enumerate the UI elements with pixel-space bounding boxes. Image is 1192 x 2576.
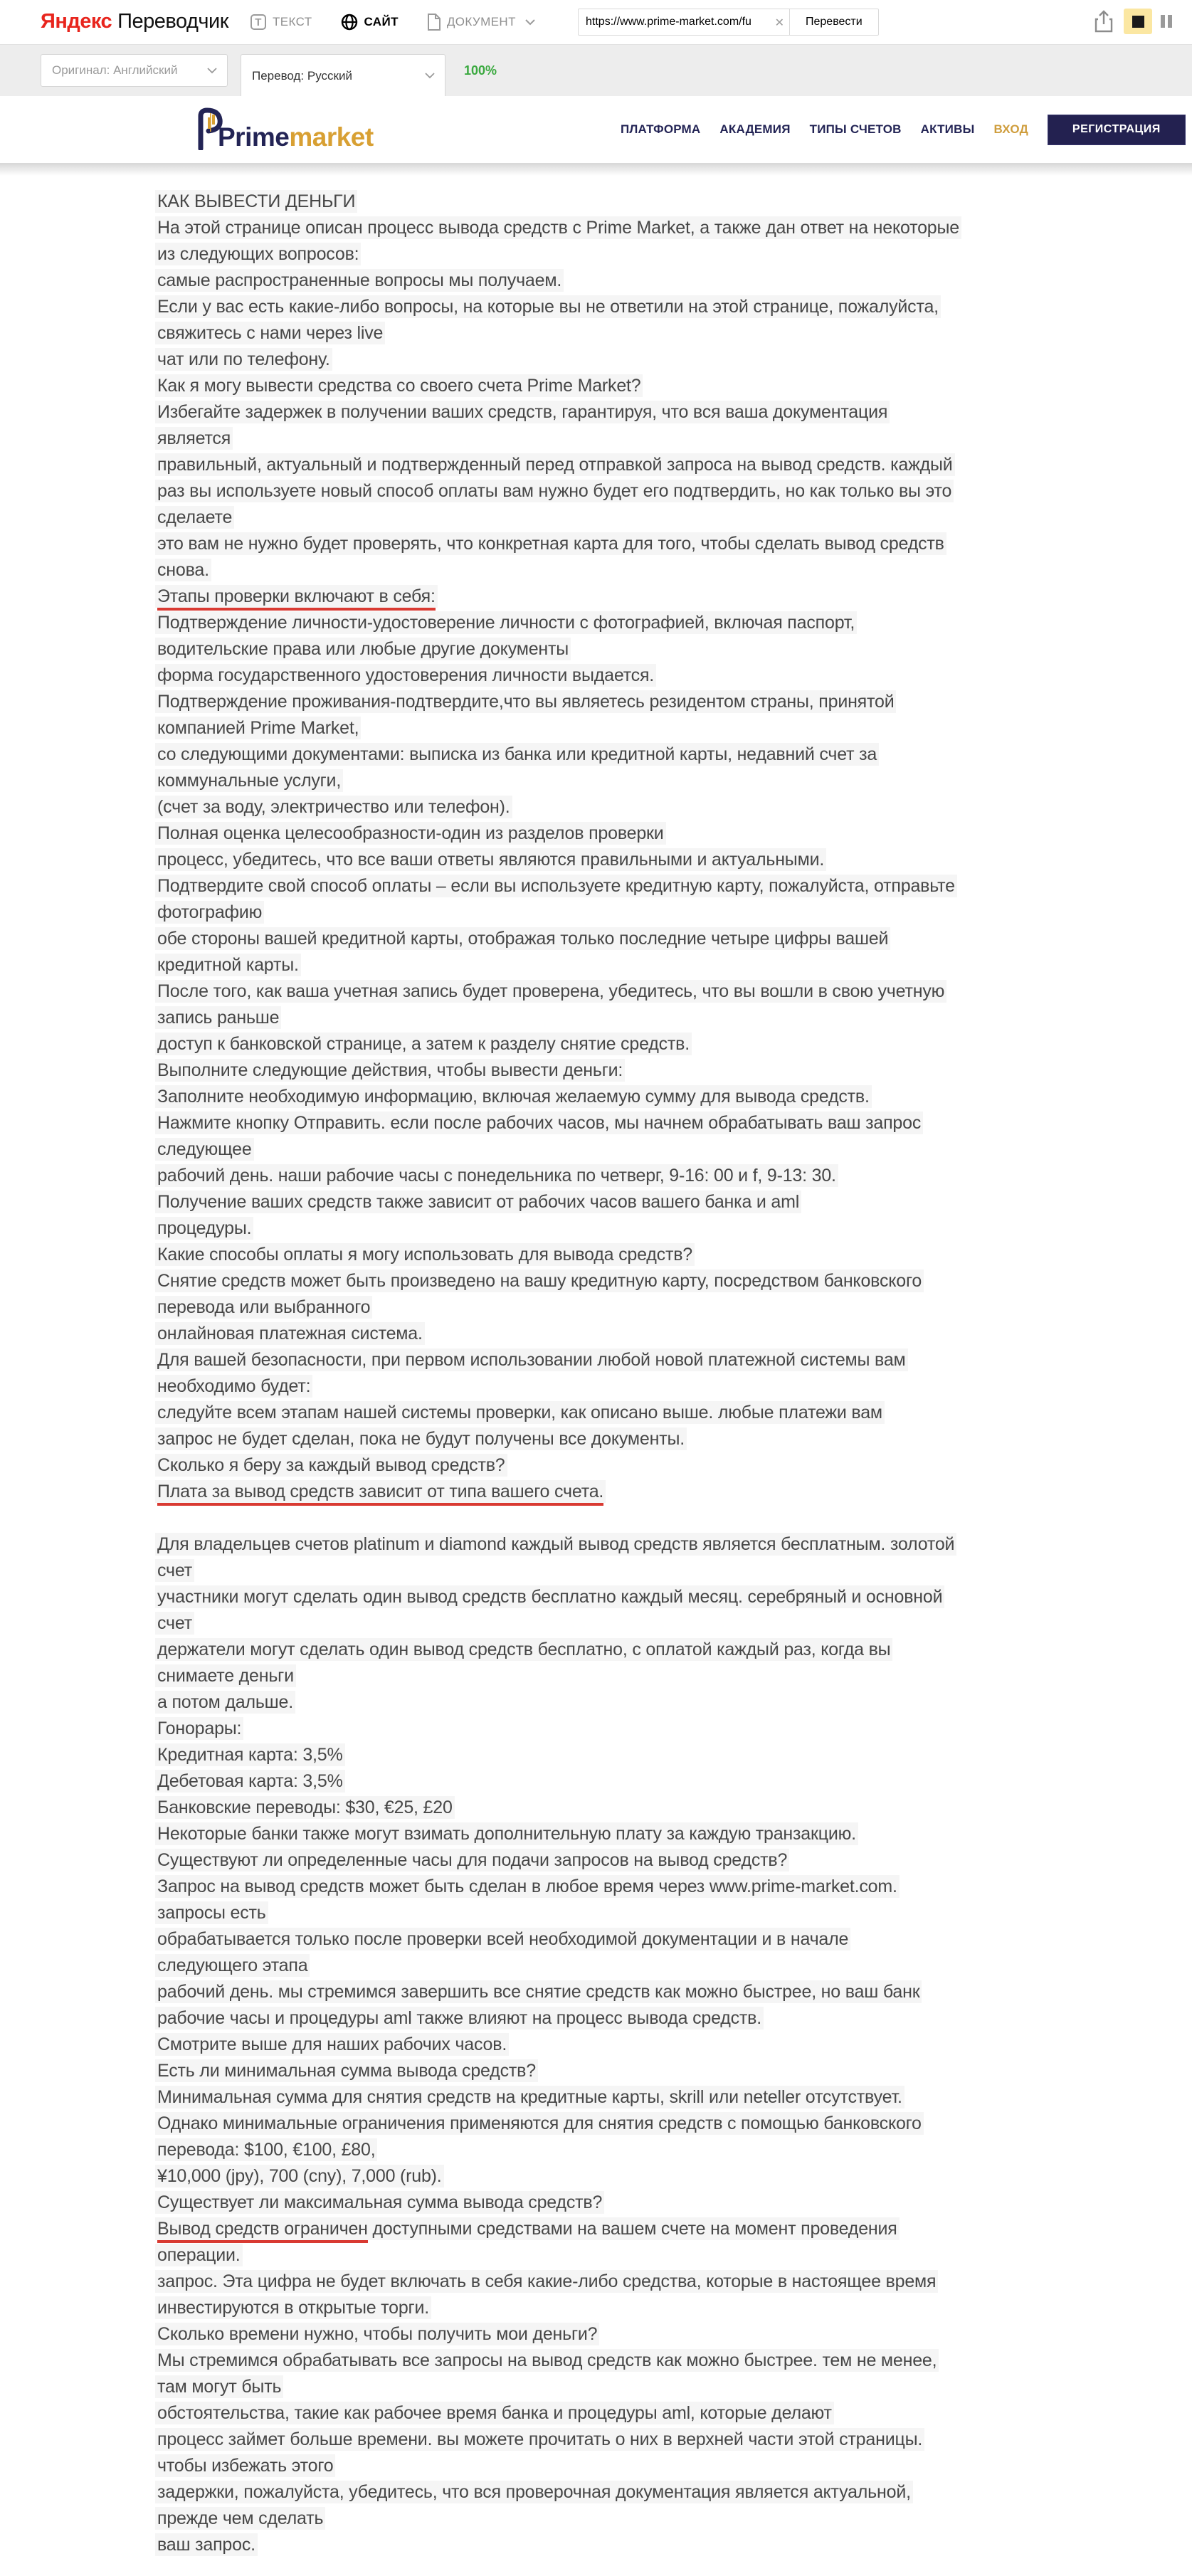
text-tab-icon: T xyxy=(250,14,266,30)
target-language-label: Перевод: Русский xyxy=(252,68,352,83)
translated-view-button[interactable] xyxy=(1124,9,1152,34)
text-line: онлайновая платежная система. xyxy=(155,1321,1192,1347)
text-line: следующее xyxy=(155,1136,1192,1163)
register-button[interactable]: РЕГИСТРАЦИЯ xyxy=(1048,115,1186,145)
text-line: со следующими документами: выписка из банка или кредитной карты, недавний счет за xyxy=(155,741,1192,768)
text-line: правильный, актуальный и подтвержденный перед отправкой запроса на вывод средств. каждый xyxy=(155,452,1192,478)
nav-link-0[interactable]: ПЛАТФОРМА xyxy=(621,122,701,136)
split-view-icon xyxy=(1161,15,1172,28)
text-line: процесс, убедитесь, что все ваши ответы являются правильными и актуальными. xyxy=(155,847,1192,873)
text-line: следуйте всем этапам нашей системы проверки, как описано выше. любые платежи вам xyxy=(155,1400,1192,1426)
nav-link-4[interactable]: ВХОД xyxy=(993,122,1028,136)
text-line: Некоторые банки также могут взимать дополнительную плату за каждую транзакцию. xyxy=(155,1821,1192,1847)
text-line: Подтверждение личности-удостоверение личности с фотографией, включая паспорт, xyxy=(155,610,1192,636)
text-line: Существует ли максимальная сумма вывода средств? xyxy=(155,2190,1192,2216)
text-line: кредитной карты. xyxy=(155,952,1192,978)
page-content xyxy=(0,176,1192,2558)
text-line: а потом дальше. xyxy=(155,1689,1192,1716)
tab-site-label: САЙТ xyxy=(364,15,399,28)
globe-icon xyxy=(341,14,358,31)
logo-prime-text: Prime xyxy=(218,122,290,152)
text-line: следующего этапа xyxy=(155,1953,1192,1979)
view-mode-toggle xyxy=(1124,9,1181,34)
yandex-logo-text: Яндекс xyxy=(41,10,112,33)
text-line: счет xyxy=(155,1558,1192,1584)
text-line: Как я могу вывести средства со своего счета Prime Market? xyxy=(155,373,1192,399)
url-box xyxy=(578,9,790,36)
text-line: Этапы проверки включают в себя: xyxy=(155,584,1192,610)
text-line: снимаете деньги xyxy=(155,1663,1192,1689)
text-line: ваш запрос. xyxy=(155,2532,1192,2558)
chevron-down-icon xyxy=(525,19,535,26)
text-line: прежде чем сделать xyxy=(155,2506,1192,2532)
text-line: Минимальная сумма для снятия средств на кредитные карты, skrill или neteller отсутствует. xyxy=(155,2084,1192,2111)
text-line: коммунальные услуги, xyxy=(155,768,1192,794)
text-line: Дебетовая карта: 3,5% xyxy=(155,1768,1192,1795)
text-line: Вывод средств ограничен доступными средствами на вашем счете на момент проведения xyxy=(155,2216,1192,2242)
text-line: обе стороны вашей кредитной карты, отображая только последние четыре цифры вашей xyxy=(155,926,1192,952)
logo-market-text: market xyxy=(289,122,374,152)
document-icon xyxy=(427,14,441,31)
text-line: запросы есть xyxy=(155,1900,1192,1926)
text-line: рабочий день. мы стремимся завершить все снятие средств как можно быстрее, но ваш банк xyxy=(155,1979,1192,2005)
share-icon[interactable] xyxy=(1094,10,1114,33)
text-line: После того, как ваша учетная запись будет проверена, убедитесь, что вы вошли в свою учетную xyxy=(155,978,1192,1005)
nav-link-3[interactable]: АКТИВЫ xyxy=(920,122,975,136)
text-line: форма государственного удостоверения личности выдается. xyxy=(155,663,1192,689)
text-line: Снятие средств может быть произведено на вашу кредитную карту, посредством банковского xyxy=(155,1268,1192,1294)
text-line: операции. xyxy=(155,2242,1192,2269)
text-line xyxy=(155,1505,1192,1531)
text-line: ¥10,000 (jpy), 700 (cny), 7,000 (rub). xyxy=(155,2163,1192,2190)
nav-link-2[interactable]: ТИПЫ СЧЕТОВ xyxy=(809,122,902,136)
text-line: запись раньше xyxy=(155,1005,1192,1031)
text-line: КАК ВЫВЕСТИ ДЕНЬГИ xyxy=(155,189,1192,215)
text-line: Мы стремимся обрабатывать все запросы на вывод средств как можно быстрее. тем не менее, xyxy=(155,2348,1192,2374)
text-line: сделаете xyxy=(155,505,1192,531)
text-line: Для вашей безопасности, при первом использовании любой новой платежной системы вам xyxy=(155,1347,1192,1373)
zoom-level[interactable]: 100% xyxy=(464,63,497,78)
text-line: Сколько я беру за каждый вывод средств? xyxy=(155,1452,1192,1479)
text-line: доступ к банковской странице, а затем к разделу снятие средств. xyxy=(155,1031,1192,1057)
text-line: На этой странице описан процесс вывода средств с Prime Market, а также дан ответ на некоторые xyxy=(155,215,1192,241)
text-line: Для владельцев счетов platinum и diamond каждый вывод средств является бесплатным. золотой xyxy=(155,1531,1192,1558)
text-line: процедуры. xyxy=(155,1215,1192,1242)
text-line: перевода или выбранного xyxy=(155,1294,1192,1321)
text-line: запрос. Эта цифра не будет включать в себя какие-либо средства, которые в настоящее время xyxy=(155,2269,1192,2295)
tab-document[interactable] xyxy=(427,14,535,31)
text-line: компанией Prime Market, xyxy=(155,715,1192,741)
text-line: Полная оценка целесообразности-один из разделов проверки xyxy=(155,820,1192,847)
split-view-button[interactable] xyxy=(1152,9,1181,34)
text-line: запрос не будет сделан, пока не будут получены все документы. xyxy=(155,1426,1192,1452)
yandex-translate-logo[interactable] xyxy=(41,10,228,33)
translator-mode-tabs xyxy=(250,0,535,44)
translate-button[interactable]: Перевести xyxy=(789,9,879,36)
text-line: Гонорары: xyxy=(155,1716,1192,1742)
text-line: счет xyxy=(155,1610,1192,1637)
text-line: Заполните необходимую информацию, включая желаемую сумму для вывода средств. xyxy=(155,1084,1192,1110)
text-line: Подтверждение проживания-подтвердите,что вы являетесь резидентом страны, принятой xyxy=(155,689,1192,715)
text-line: свяжитесь с нами через live xyxy=(155,320,1192,347)
text-line: (счет за воду, электричество или телефон). xyxy=(155,794,1192,820)
text-line: является xyxy=(155,426,1192,452)
text-line: Получение ваших средств также зависит от рабочих часов вашего банка и aml xyxy=(155,1189,1192,1215)
text-line: обрабатывается только после проверки всей необходимой документации и в начале xyxy=(155,1926,1192,1953)
text-line: задержки, пожалуйста, убедитесь, что вся проверочная документация является актуальной, xyxy=(155,2479,1192,2506)
primemarket-logo-text xyxy=(218,124,374,150)
text-line: перевода: $100, €100, £80, xyxy=(155,2137,1192,2163)
nav-link-1[interactable]: АКАДЕМИЯ xyxy=(719,122,791,136)
site-header xyxy=(0,96,1192,163)
text-line: Выполните следующие действия, чтобы вывести деньги: xyxy=(155,1057,1192,1084)
text-line: Какие способы оплаты я могу использовать для вывода средств? xyxy=(155,1242,1192,1268)
text-line: там могут быть xyxy=(155,2374,1192,2400)
text-line: участники могут сделать один вывод средств бесплатно каждый месяц. серебряный и основной xyxy=(155,1584,1192,1610)
text-line: Избегайте задержек в получении ваших средств, гарантируя, что вся ваша документация xyxy=(155,399,1192,426)
text-line: инвестируются в открытые торги. xyxy=(155,2295,1192,2321)
text-line: фотографию xyxy=(155,899,1192,926)
text-line: Сколько времени нужно, чтобы получить мои деньги? xyxy=(155,2321,1192,2348)
text-line: Банковские переводы: $30, €25, £20 xyxy=(155,1795,1192,1821)
text-line: водительские права или любые другие документы xyxy=(155,636,1192,663)
text-line: обстоятельства, такие как рабочее время банка и процедуры aml, которые делают xyxy=(155,2400,1192,2427)
text-line: из следующих вопросов: xyxy=(155,241,1192,268)
text-line: чат или по телефону. xyxy=(155,347,1192,373)
text-line: Смотрите выше для наших рабочих часов. xyxy=(155,2032,1192,2058)
text-line: это вам не нужно будет проверять, что конкретная карта для того, чтобы сделать вывод средств xyxy=(155,531,1192,557)
text-line: Кредитная карта: 3,5% xyxy=(155,1742,1192,1768)
text-line: Подтвердите свой способ оплаты – если вы используете кредитную карту, пожалуйста, отправьте xyxy=(155,873,1192,899)
text-line: снова. xyxy=(155,557,1192,584)
text-line: Нажмите кнопку Отправить. если после рабочих часов, мы начнем обрабатывать ваш запрос xyxy=(155,1110,1192,1136)
target-language-dropdown[interactable] xyxy=(241,54,445,97)
tab-text[interactable] xyxy=(250,14,312,30)
url-input-group xyxy=(578,9,879,36)
translate-logo-text: Переводчик xyxy=(117,10,228,33)
tab-site[interactable] xyxy=(341,14,399,31)
text-line: раз вы используете новый способ оплаты вам нужно будет его подтвердить, но как только вы это xyxy=(155,478,1192,505)
text-line: держатели могут сделать один вывод средств бесплатно, с оплатой каждый раз, когда вы xyxy=(155,1637,1192,1663)
text-line: процесс займет больше времени. вы можете прочитать о них в верхней части этой страницы. xyxy=(155,2427,1192,2453)
text-line: рабочие часы и процедуры aml также влияют на процесс вывода средств. xyxy=(155,2005,1192,2032)
text-line: чтобы избежать этого xyxy=(155,2453,1192,2479)
text-line: Существуют ли определенные часы для подачи запросов на вывод средств? xyxy=(155,1847,1192,1874)
clear-url-icon[interactable]: ✕ xyxy=(774,17,784,29)
text-line: самые распространенные вопросы мы получаем. xyxy=(155,268,1192,294)
language-bar xyxy=(0,44,1192,96)
chevron-down-icon xyxy=(207,68,217,74)
text-line: Плата за вывод средств зависит от типа вашего счета. xyxy=(155,1479,1192,1505)
toolbar-right-icons xyxy=(1094,9,1181,34)
site-nav xyxy=(621,96,1192,163)
text-line: Однако минимальные ограничения применяются для снятия средств с помощью банковского xyxy=(155,2111,1192,2137)
header-shadow xyxy=(0,163,1192,176)
square-view-icon xyxy=(1132,16,1144,28)
tab-document-label: ДОКУМЕНТ xyxy=(446,15,516,28)
text-line: Если у вас есть какие-либо вопросы, на которые вы не ответили на этой странице, пожалуйста, xyxy=(155,294,1192,320)
text-line: Есть ли минимальная сумма вывода средств? xyxy=(155,2058,1192,2084)
text-line: необходимо будет: xyxy=(155,1373,1192,1400)
text-line: Запрос на вывод средств может быть сделан в любое время через www.prime-market.com. xyxy=(155,1874,1192,1900)
source-language-dropdown[interactable] xyxy=(41,54,228,87)
source-language-label: Оригинал: Английский xyxy=(52,63,178,77)
translator-toolbar xyxy=(0,0,1192,44)
text-line: рабочий день. наши рабочие часы с понедельника по четверг, 9-16: 00 и f, 9-13: 30. xyxy=(155,1163,1192,1189)
url-input[interactable] xyxy=(579,9,789,35)
chevron-down-icon xyxy=(425,73,435,79)
primemarket-logo[interactable] xyxy=(191,106,374,150)
tab-text-label: ТЕКСТ xyxy=(273,15,312,28)
